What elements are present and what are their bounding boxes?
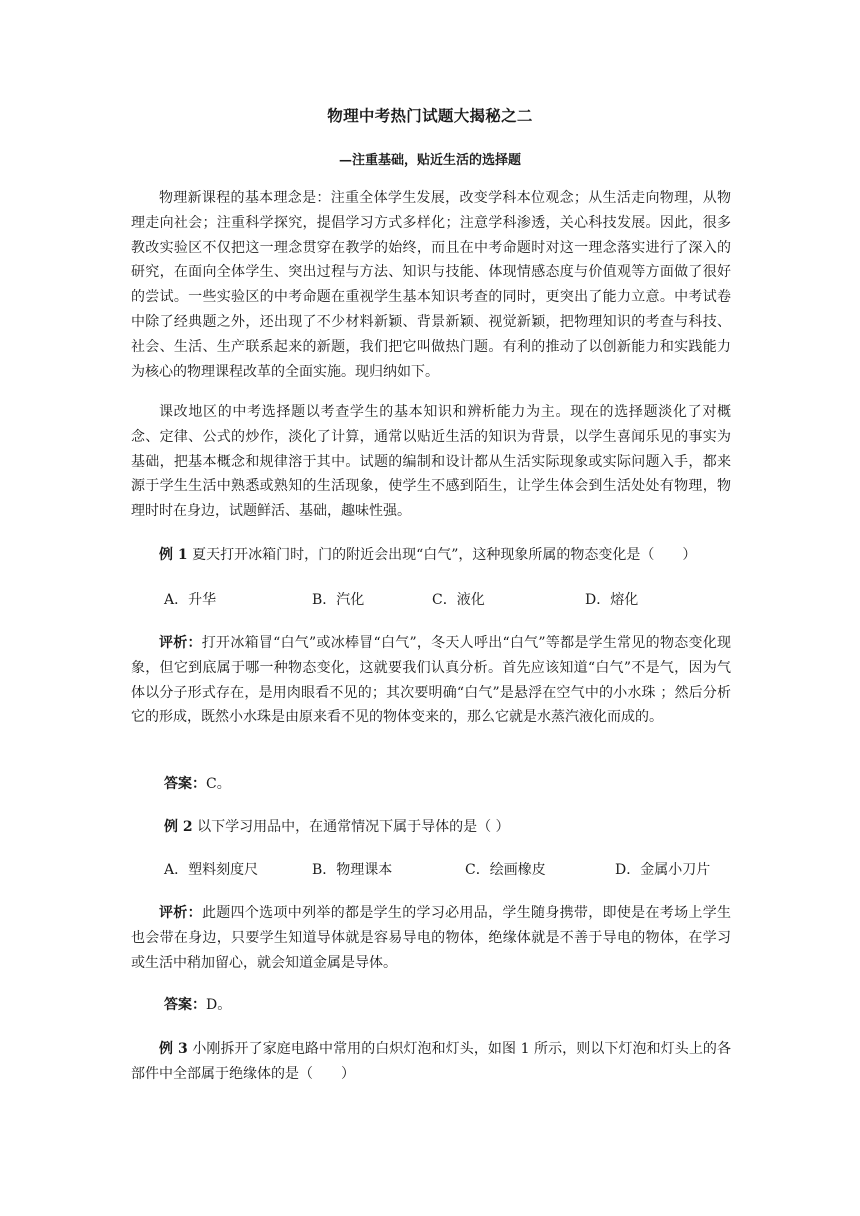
example-2-option-c: C．绘画橡皮 bbox=[465, 862, 546, 878]
example-2-analysis-label: 评析： bbox=[159, 905, 202, 921]
example-1-analysis-label: 评析： bbox=[159, 635, 202, 651]
example-2-options bbox=[164, 859, 764, 883]
example-1-option-d: D．熔化 bbox=[585, 592, 639, 608]
example-3-question bbox=[131, 1037, 731, 1087]
example-1-options bbox=[164, 589, 764, 613]
example-1-answer-text: C。 bbox=[206, 776, 231, 792]
example-1-option-a: A．升华 bbox=[164, 592, 217, 608]
example-2-label: 例 2 bbox=[164, 819, 193, 835]
example-2-answer-text: D。 bbox=[206, 997, 232, 1013]
example-1-option-b: B．汽化 bbox=[312, 592, 365, 608]
example-2-analysis-text: 此题四个选项中列举的都是学生的学习必用品，学生随身携带，即使是在考场上学生也会带在身边，只要学生知道导体就是容易导电的物体，绝缘体就是不善于导电的物体，在学习或生活中稍加留心，就会知道金属是导体。 bbox=[131, 905, 732, 971]
example-2-analysis bbox=[131, 901, 731, 975]
example-1-label: 例 1 bbox=[159, 547, 188, 563]
example-3-label: 例 3 bbox=[159, 1041, 188, 1057]
example-3-question-text: 小刚拆开了家庭电路中常用的白炽灯泡和灯头，如图 1 所示，则以下灯泡和灯头上的各部件中全部属于绝缘体的是（ ） bbox=[131, 1041, 731, 1082]
example-1-analysis bbox=[131, 631, 731, 730]
intro-paragraph: 物理新课程的基本理念是：注重全体学生发展，改变学科本位观念；从生活走向物理，从物理走向社会；注重科学探究，提倡学习方式多样化；注意学科渗透，关心科技发展。因此，很多教改实验区不仅把这一理念贯穿在教学的始终，而且在中考命题时对这一理念落实进行了深入的研究，在面向全体学生、突出过程与方法、知识与技能、体现情感态度与价值观等方面做了很好的尝试。一些实验区的中考命题在重视学生基本知识考查的同时，更突出了能力立意。中考试卷中除了经典题之外，还出现了不少材料新颖、背景新颖、视觉新颖，把物理知识的考查与科技、社会、生活、生产联系起来的新题，我们把它叫做热门题。有利的推动了以创新能力和实践能力为核心的物理课程改革的全面实施。现归纳如下。 bbox=[131, 190, 731, 380]
example-2-question-text: 以下学习用品中，在通常情况下属于导体的是（ ） bbox=[197, 819, 510, 835]
example-2-option-a: A．塑料刻度尺 bbox=[164, 862, 259, 878]
example-1-analysis-text: 打开冰箱冒“白气”或冰棒冒“白气”，冬天人呼出“白气”等都是学生常见的物态变化现象，但它到底属于哪一种物态变化，这就要我们认真分析。首先应该知道“白气”不是气，因为气体以分子形式存在，是用肉眼看不见的；其次要明确“白气”是悬浮在空气中的小水珠 ；然后分析它的形成，既然小水珠是由原来看不见的物体变来的，那么它就是水蒸汽液化而成的。 bbox=[131, 635, 731, 726]
example-2-question bbox=[164, 816, 510, 836]
second-paragraph: 课改地区的中考选择题以考查学生的基本知识和辨析能力为主。现在的选择题淡化了对概念、定律、公式的炒作，淡化了计算，通常以贴近生活的知识为背景，以学生喜闻乐见的事实为基础，把基本概念和规律溶于其中。试题的编制和设计都从生活实际现象或实际问题入手，都来源于学生生活中熟悉或熟知的生活现象，使学生不感到陌生，让学生体会到生活处处有物理，物理时时在身边，试题鲜活、基础，趣味性强。 bbox=[131, 404, 731, 520]
example-2-answer bbox=[164, 994, 231, 1014]
example-2-option-b: B．物理课本 bbox=[312, 862, 393, 878]
example-1-question bbox=[131, 543, 731, 568]
example-1-question-text: 夏天打开冰箱门时，门的附近会出现“白气”，这种现象所属的物态变化是（ ） bbox=[192, 547, 697, 563]
document-subtitle: —注重基础，贴近生活的选择题 bbox=[338, 153, 521, 168]
example-1-answer bbox=[164, 773, 231, 793]
example-2-option-d: D．金属小刀片 bbox=[615, 862, 711, 878]
example-1-answer-label: 答案： bbox=[164, 776, 206, 792]
document-title: 物理中考热门试题大揭秘之二 bbox=[327, 106, 533, 125]
example-1-option-c: C．液化 bbox=[432, 592, 485, 608]
example-2-answer-label: 答案： bbox=[164, 997, 206, 1013]
